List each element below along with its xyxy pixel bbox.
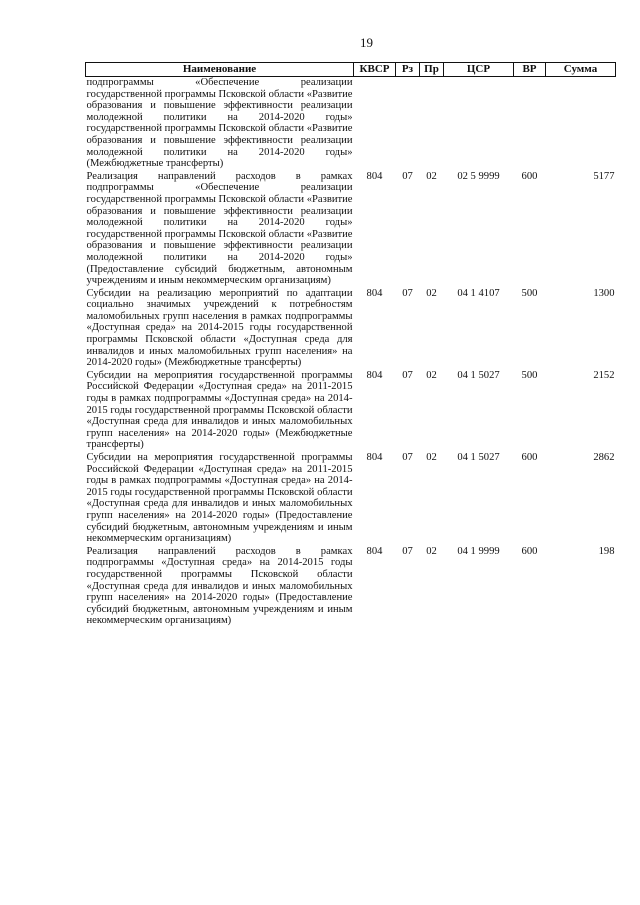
header-pr: Пр (420, 63, 444, 77)
row-csr: 04 1 4107 (457, 287, 500, 299)
row-csr: 04 1 5027 (457, 452, 500, 463)
row-name: Реализация направлений расходов в рамках подпрограммы «Обеспечение реализации государственной программы Псковской области «Развитие образования и повышение эффективности реализации молодежной политики на 2014-2020 годы» государственной программы Псковской области «Развитие образования и повышение эффективности реализации молодежной политики на 2014-2020 годы» (Предоставление субсидий бюджетным, автономным учреждениям и иным некоммерческим организациям) (86, 170, 353, 287)
row-rz: 07 (402, 545, 413, 557)
row-kvsr: 804 (366, 170, 383, 182)
row-sum: 1300 (593, 287, 615, 299)
table-row (86, 370, 616, 452)
row-name: Реализация направлений расходов в рамках подпрограммы «Доступная среда» на 2014-2015 годы государственной программы Псковской области «Доступная среда для инвалидов и иных маломобильных групп населения» на 2014-2020 годы» (Предоставление субсидий бюджетным, автономным учреждениям и иным некоммерческим организациям) (86, 545, 353, 627)
row-name: Субсидии на реализацию мероприятий по адаптации социально значимых учреждений к потребностям маломобильных групп населения в рамках подпрограммы «Доступная среда» на 2014-2015 годы государственной программы Псковской области «Доступная среда для инвалидов и иных маломобильных групп населения» на 2014-2020 годы» (Межбюджетные трансферты) (86, 287, 353, 369)
row-sum: 2152 (593, 369, 615, 381)
row-pr: 02 (426, 452, 437, 463)
row-kvsr: 804 (366, 452, 383, 463)
row-name: Субсидии на мероприятия государственной программы Российской Федерации «Доступная среда» на 2011-2015 годы в рамках подпрограммы «Доступная среда» на 2014-2015 годы государственной программы Псковской области «Доступная среда для инвалидов и иных маломобильных групп населения» на 2014-2020 годы» (Предоставление субсидий бюджетным, автономным учреждениям и иным некоммерческим организациям) (86, 452, 353, 545)
row-vr: 500 (521, 369, 538, 381)
header-sum: Сумма (546, 63, 616, 77)
row-rz: 07 (402, 170, 413, 182)
table-row (86, 546, 616, 628)
row-rz: 07 (402, 452, 413, 463)
row-pr: 02 (426, 170, 437, 182)
header-kvsr: КВСР (354, 63, 396, 77)
row-sum: 5177 (593, 170, 615, 182)
budget-table (85, 62, 616, 628)
table-row (86, 452, 616, 546)
row-vr: 600 (521, 170, 538, 182)
row-kvsr: 804 (366, 545, 383, 557)
row-csr: 04 1 9999 (457, 545, 500, 557)
table-row (86, 288, 616, 370)
row-sum: 2862 (593, 452, 615, 463)
row-csr: 02 5 9999 (457, 170, 500, 182)
header-vr: ВР (514, 63, 546, 77)
page-number: 19 (360, 35, 373, 50)
row-rz: 07 (402, 369, 413, 381)
row-pr: 02 (426, 545, 437, 557)
row-name: Субсидии на мероприятия государственной программы Российской Федерации «Доступная среда» на 2011-2015 годы в рамках подпрограммы «Доступная среда» на 2014-2015 годы государственной программы Псковской области «Доступная среда для инвалидов и иных маломобильных групп населения» на 2014-2020 годы» (Межбюджетные трансферты) (86, 369, 353, 451)
header-csr: ЦСР (444, 63, 514, 77)
header-name: Наименование (86, 63, 354, 77)
table-header-row (86, 63, 616, 77)
row-pr: 02 (426, 369, 437, 381)
row-kvsr: 804 (366, 287, 383, 299)
row-sum: 198 (598, 545, 615, 557)
row-vr: 500 (521, 287, 538, 299)
row-vr: 600 (521, 452, 538, 463)
continuation-text: подпрограммы «Обеспечение реализации государственной программы Псковской области «Развитие образования и повышение эффективности реализации молодежной политики на 2014-2020 годы» государственной программы Псковской области «Развитие образования и повышение эффективности реализации молодежной политики на 2014-2020 годы» (Межбюджетные трансферты) (86, 77, 353, 170)
row-pr: 02 (426, 287, 437, 299)
table-row (86, 171, 616, 288)
row-rz: 07 (402, 287, 413, 299)
row-kvsr: 804 (366, 369, 383, 381)
row-vr: 600 (521, 545, 538, 557)
continuation-row (86, 77, 616, 171)
row-csr: 04 1 5027 (457, 369, 500, 381)
header-rz: Рз (396, 63, 420, 77)
